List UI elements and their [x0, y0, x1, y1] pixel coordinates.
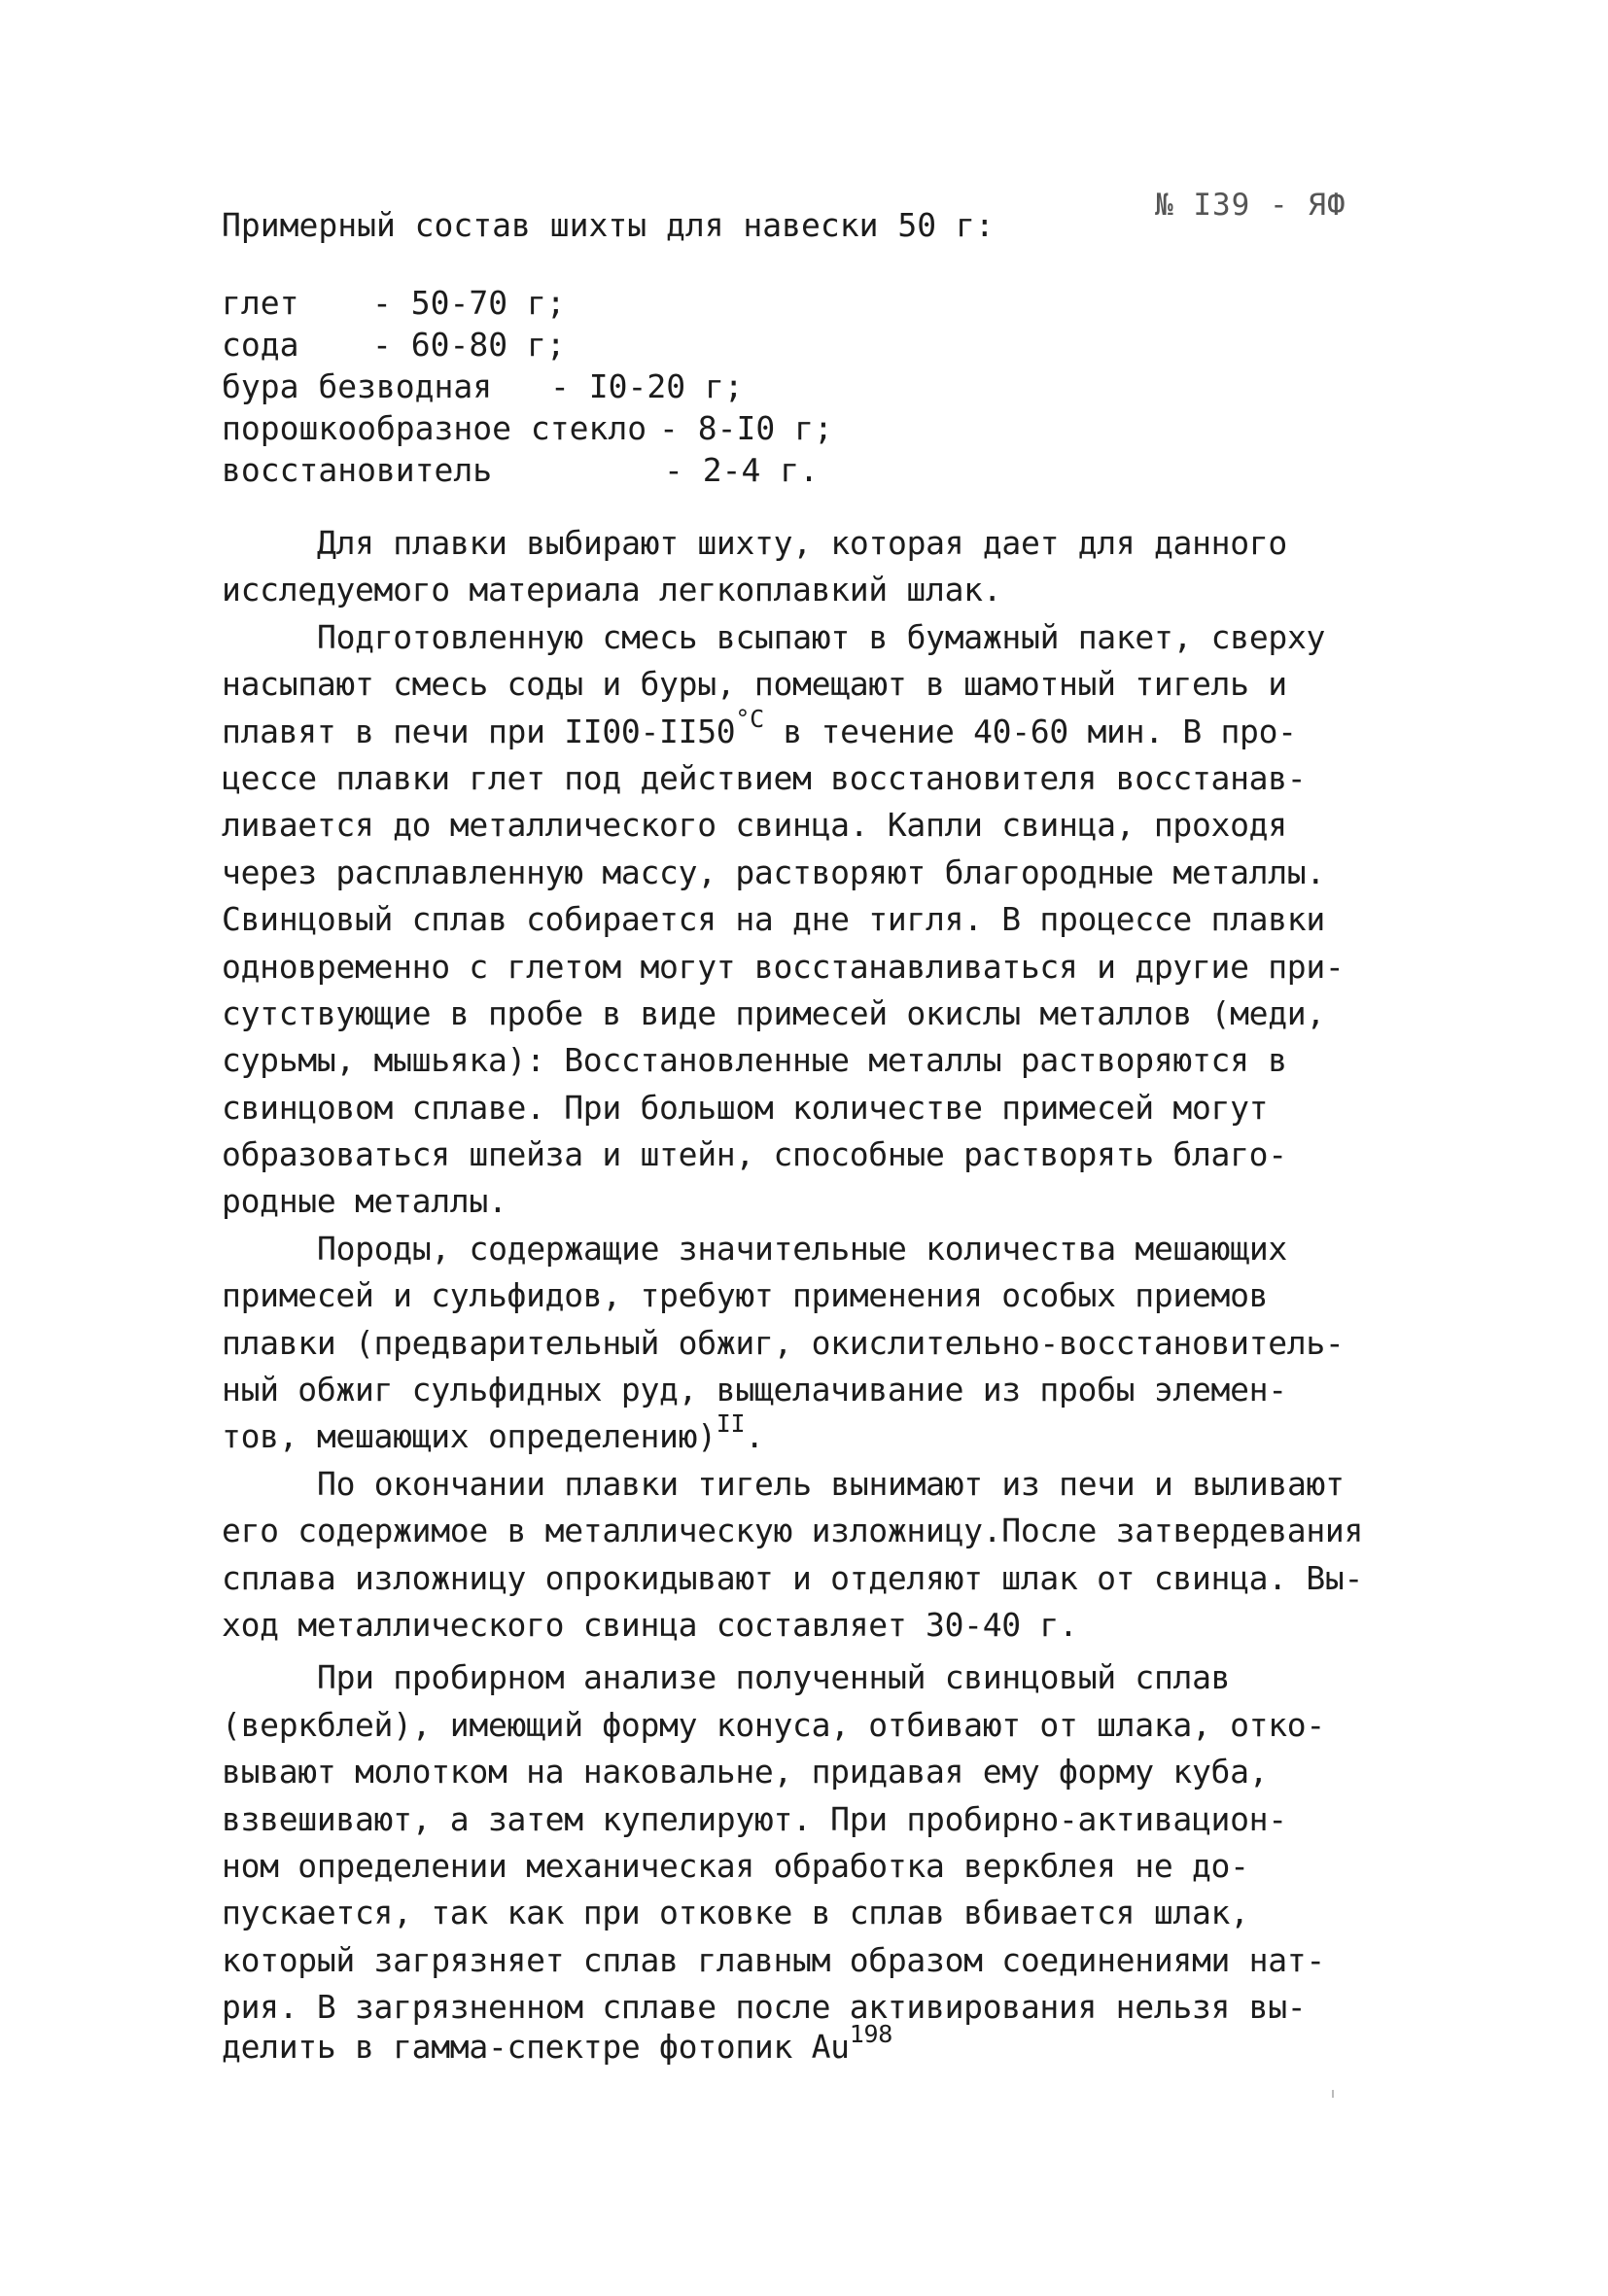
- recipe-item: [222, 407, 833, 449]
- text-line: сурьмы, мышьяка): Восстановленные металлы растворяются в: [222, 1041, 1287, 1080]
- text-line: По окончании плавки тигель вынимают из печи и выливают: [317, 1464, 1345, 1503]
- text-line: вывают молотком на наковальне, придавая ему форму куба,: [222, 1753, 1269, 1792]
- recipe-item: [222, 365, 744, 407]
- recipe-ingredient: восстановитель: [222, 451, 493, 489]
- recipe-title: Примерный состав шихты для навески 50 г:: [222, 206, 995, 244]
- text-line: цессе плавки глет под действием восстановителя восстанав-: [222, 758, 1307, 797]
- body-text: [222, 520, 1427, 2070]
- text-line: его содержимое в металлическую изложницу.После затвердевания: [222, 1512, 1364, 1550]
- text-line: ном определении механическая обработка веркблея не до-: [222, 1846, 1249, 1885]
- degree-superscript: °C: [735, 704, 764, 733]
- text-line: Подготовленную смесь всыпают в бумажный пакет, сверху: [317, 617, 1326, 656]
- recipe-ingredient: бура безводная: [222, 367, 493, 405]
- text-line: через расплавленную массу, растворяют благородные металлы.: [222, 852, 1325, 891]
- paragraph-5: [222, 1654, 1427, 2070]
- footnote-reference: II: [716, 1409, 746, 1439]
- text-fragment: делить в гамма-спектре фотопик Au: [222, 2027, 850, 2066]
- paragraph-1: [222, 520, 1427, 614]
- recipe-ingredient: сода: [222, 326, 299, 364]
- text-line: свинцовом сплаве. При большом количестве примесей могут: [222, 1088, 1269, 1127]
- recipe-amount: - I0-20 г;: [550, 367, 744, 405]
- recipe-amount: - 60-80 г;: [372, 326, 566, 364]
- text-line: образоваться шпейза и штейн, способные растворять благо-: [222, 1135, 1287, 1174]
- text-line: плавки (предварительный обжиг, окислительно-восстановитель-: [222, 1323, 1345, 1362]
- text-line: ливается до металлического свинца. Капли свинца, проходя: [222, 806, 1287, 845]
- paragraph-3: [222, 1226, 1427, 1461]
- text-line: примесей и сульфидов, требуют применения особых приемов: [222, 1276, 1269, 1315]
- text-line: рия. В загрязненном сплаве после активирования нельзя вы-: [222, 1988, 1307, 2027]
- recipe-amount: - 50-70 г;: [372, 284, 566, 322]
- paragraph-4: [222, 1461, 1427, 1650]
- text-line: ный обжиг сульфидных руд, выщелачивание из пробы элемен-: [222, 1371, 1287, 1409]
- recipe-list: [222, 282, 833, 491]
- text-line: ход металлического свинца составляет 30-40 г.: [222, 1605, 1078, 1644]
- recipe-item: [222, 282, 647, 324]
- text-line: взвешивают, а затем купелируют. При пробирно-активацион-: [222, 1799, 1287, 1838]
- text-fragment: плавят в печи при II00-II50: [222, 712, 736, 750]
- text-line: исследуемого материала легкоплавкий шлак.: [222, 571, 1002, 609]
- isotope-superscript: 198: [849, 2019, 892, 2048]
- text-line: пускается, так как при отковке в сплав вбивается шлак,: [222, 1894, 1249, 1932]
- document-number: № I39 - ЯФ: [1155, 188, 1346, 223]
- text-fragment: в течение 40-60 мин. В про-: [763, 712, 1297, 750]
- text-line: При пробирном анализе полученный свинцовый сплав: [317, 1658, 1231, 1697]
- text-line: Свинцовый сплав собирается на дне тигля. В процессе плавки: [222, 900, 1325, 939]
- text-line: родные металлы.: [222, 1182, 507, 1221]
- text-line: одновременно с глетом могут восстанавливаться и другие при-: [222, 947, 1345, 986]
- recipe-amount: - 8-I0 г;: [659, 409, 833, 447]
- recipe-ingredient: порошкообразное стекло: [222, 409, 647, 447]
- recipe-amount: - 2-4 г.: [664, 451, 819, 489]
- text-line: Для плавки выбирают шихту, которая дает для данного: [317, 524, 1287, 562]
- text-line: [222, 704, 1427, 755]
- text-line: который загрязняет сплав главным образом соединениями нат-: [222, 1940, 1325, 1979]
- recipe-item: [222, 449, 819, 491]
- text-fragment: .: [745, 1417, 764, 1456]
- text-line: сплава изложницу опрокидывают и отделяют шлак от свинца. Вы-: [222, 1558, 1364, 1597]
- recipe-item: [222, 324, 647, 365]
- text-line: насыпают смесь соды и буры, помещают в шамотный тигель и: [222, 665, 1287, 704]
- text-line: сутствующие в пробе в виде примесей окислы металлов (меди,: [222, 993, 1325, 1032]
- text-line: [222, 1409, 1427, 1460]
- paragraph-2: [222, 614, 1427, 1226]
- text-line: Породы, содержащие значительные количества мешающих: [317, 1229, 1287, 1268]
- scan-artifact-mark: [1332, 2090, 1334, 2098]
- recipe-ingredient: глет: [222, 284, 299, 322]
- text-line: (веркблей), имеющий форму конуса, отбивают от шлака, отко-: [222, 1705, 1325, 1744]
- text-fragment: тов, мешающих определению): [222, 1417, 717, 1456]
